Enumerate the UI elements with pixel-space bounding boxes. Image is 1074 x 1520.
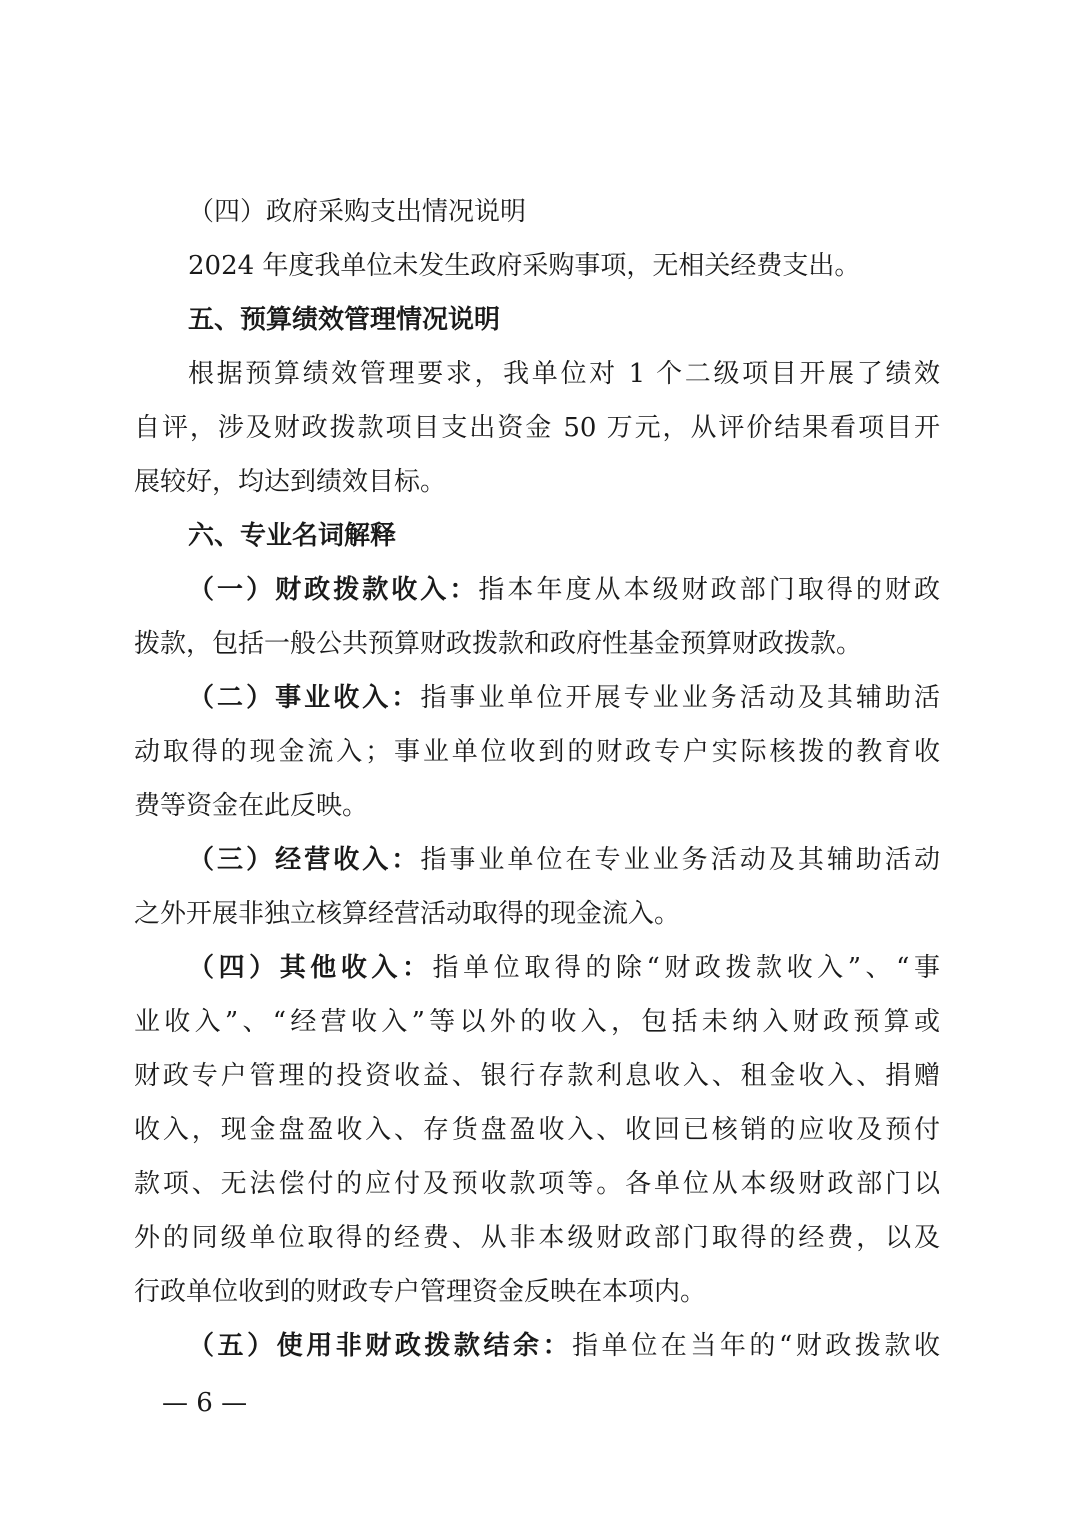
text-line <box>134 887 940 941</box>
text-line <box>134 347 940 401</box>
paragraph <box>134 185 940 239</box>
line-text: 指本年度从本级财政部门取得的财政 <box>478 575 940 605</box>
line-text: 外的同级单位取得的经费、从非本级财政部门取得的经费，以及 <box>134 1223 940 1253</box>
line-text: 展较好，均达到绩效目标。 <box>134 467 447 497</box>
term-label: （五）使用非财政拨款结余： <box>188 1331 573 1361</box>
text-line <box>134 509 940 563</box>
text-line <box>134 1265 940 1319</box>
line-text: 之外开展非独立核算经营活动取得的现金流入。 <box>134 899 681 929</box>
paragraph <box>134 239 940 293</box>
text-line <box>134 455 940 509</box>
line-text: 指事业单位在专业业务活动及其辅助活动 <box>420 845 940 875</box>
term-definition <box>134 671 940 833</box>
text-line <box>134 995 940 1049</box>
term-definition <box>134 941 940 1319</box>
line-text: 五、预算绩效管理情况说明 <box>188 305 501 335</box>
term-label: （四）其他收入： <box>188 953 433 983</box>
text-line <box>134 239 940 293</box>
line-text: 业收入”、“经营收入”等以外的收入，包括未纳入财政预算或 <box>134 1007 940 1037</box>
line-text: 拨款，包括一般公共预算财政拨款和政府性基金预算财政拨款。 <box>134 629 863 659</box>
line-text: 指单位在当年的“财政拨款收 <box>572 1331 940 1361</box>
term-label: （二）事业收入： <box>188 683 421 713</box>
text-line <box>134 617 940 671</box>
paragraph <box>134 347 940 509</box>
page-number: — 6 — <box>162 1388 248 1418</box>
term-definition <box>134 833 940 941</box>
text-line <box>134 941 940 995</box>
line-text: 动取得的现金流入；事业单位收到的财政专户实际核拨的教育收 <box>134 737 940 767</box>
text-line <box>134 1211 940 1265</box>
section-heading <box>134 509 940 563</box>
text-line <box>134 1157 940 1211</box>
text-line <box>134 401 940 455</box>
line-text: 指单位取得的除“财政拨款收入”、“事 <box>432 953 940 983</box>
line-text: 2024 年度我单位未发生政府采购事项，无相关经费支出。 <box>188 251 861 281</box>
text-line <box>134 833 940 887</box>
section-heading <box>134 293 940 347</box>
line-text: 自评，涉及财政拨款项目支出资金 50 万元，从评价结果看项目开 <box>134 413 940 443</box>
line-text: 行政单位收到的财政专户管理资金反映在本项内。 <box>134 1277 707 1307</box>
text-line <box>134 1103 940 1157</box>
term-definition <box>134 563 940 671</box>
text-line <box>134 1049 940 1103</box>
term-definition <box>134 1319 940 1373</box>
term-label: （一）财政拨款收入： <box>188 575 479 605</box>
line-text: 费等资金在此反映。 <box>134 791 369 821</box>
text-line <box>134 293 940 347</box>
term-label: （三）经营收入： <box>188 845 421 875</box>
line-text: 六、专业名词解释 <box>188 521 397 551</box>
text-line <box>134 1319 940 1373</box>
text-line <box>134 671 940 725</box>
text-line <box>134 563 940 617</box>
text-line <box>134 779 940 833</box>
text-line <box>134 725 940 779</box>
line-text: 收入，现金盘盈收入、存货盘盈收入、收回已核销的应收及预付 <box>134 1115 940 1145</box>
line-text: 财政专户管理的投资收益、银行存款利息收入、租金收入、捐赠 <box>134 1061 940 1091</box>
text-line <box>134 185 940 239</box>
document-body <box>134 185 940 1373</box>
line-text: 款项、无法偿付的应付及预收款项等。各单位从本级财政部门以 <box>134 1169 940 1199</box>
line-text: （四）政府采购支出情况说明 <box>188 197 527 227</box>
line-text: 指事业单位开展专业业务活动及其辅助活 <box>420 683 940 713</box>
line-text: 根据预算绩效管理要求，我单位对 1 个二级项目开展了绩效 <box>188 359 940 389</box>
